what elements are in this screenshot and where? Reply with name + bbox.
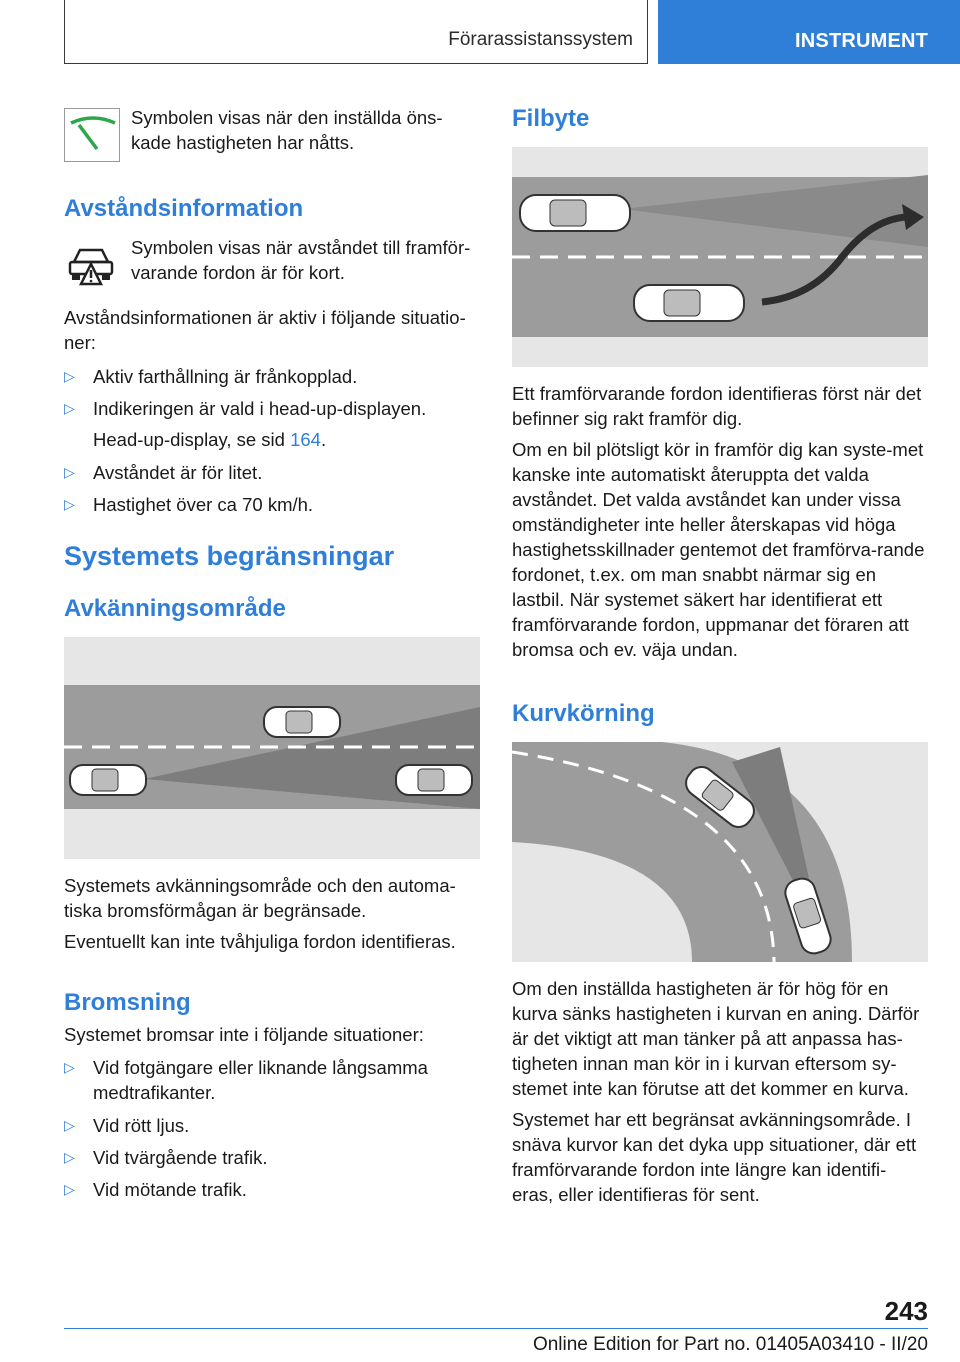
distance-bullet: ▷ Hastighet över ca 70 km/h. bbox=[64, 494, 314, 515]
heading-system-limits: Systemets begränsningar bbox=[64, 541, 395, 571]
curve-text-1: Om den inställda hastigheten är för hög för en kurva sänks hastigheten i kurvan en aning. Därför är det viktigt att man tänker på att anpassa has-tigheten innan man kör in i kurvan eftersom sy-stemet inte kan förutse att det kommer en kurva. bbox=[512, 978, 920, 1099]
distance-bullet: ▷ Avståndet är för litet. bbox=[64, 462, 263, 483]
lane-text-2: Om en bil plötsligt kör in framför dig kan syste-met kanske inte automatiskt återuppta det valda avståndet. Det valda avståndet kan under vissa omständigheter inte heller återskapas vid höga hastighetsskillnader gentemot det framförva-rande fordonet, t.ex. om man snabbt närmar sig en lastbil. När systemet säkert har identifierat ett framförvarande fordon, uppmanar det föraren att bromsa och ev. väja undan. bbox=[512, 439, 925, 660]
heading-braking: Bromsning bbox=[64, 989, 191, 1016]
bullet-triangle-icon: ▷ bbox=[64, 1181, 75, 1197]
heading-lane-change: Filbyte bbox=[512, 105, 590, 132]
range-text-2: Eventuellt kan inte tvåhjuliga fordon identifieras. bbox=[64, 931, 456, 952]
bullet-triangle-icon: ▷ bbox=[64, 400, 75, 416]
bullet-triangle-icon: ▷ bbox=[64, 496, 75, 512]
footer-divider bbox=[64, 1328, 928, 1329]
page-number: 243 bbox=[884, 1296, 928, 1326]
braking-bullet: ▷ Vid mötande trafik. bbox=[64, 1179, 247, 1200]
car-icon bbox=[70, 765, 146, 795]
braking-bullet: ▷ Vid rött ljus. bbox=[64, 1115, 190, 1136]
header-chapter-title: INSTRUMENT bbox=[795, 30, 929, 52]
distance-bullet: ▷ Aktiv farthållning är frånkopplad. bbox=[64, 366, 358, 387]
car-icon bbox=[520, 195, 630, 231]
car-icon bbox=[264, 707, 340, 737]
heading-curve-driving: Kurvkörning bbox=[512, 700, 655, 727]
car-icon bbox=[396, 765, 472, 795]
speed-symbol-description: Symbolen visas när den inställda öns-kade hastigheten har nåtts. bbox=[131, 107, 443, 153]
braking-bullet: ▷ Vid tvärgående trafik. bbox=[64, 1147, 268, 1168]
bullet-triangle-icon: ▷ bbox=[64, 1059, 75, 1075]
heading-detection-range: Avkänningsområde bbox=[64, 595, 286, 622]
page-link-164[interactable]: 164 bbox=[290, 429, 321, 450]
footer-edition: Online Edition for Part no. 01405A03410 - II/20 bbox=[532, 1334, 928, 1355]
header-section-title: Förarassistanssystem bbox=[448, 29, 633, 50]
speed-reached-symbol-icon bbox=[64, 108, 120, 162]
distance-bullet: ▷ Indikeringen är vald i head-up-displayen. bbox=[64, 398, 427, 419]
bullet-triangle-icon: ▷ bbox=[64, 368, 75, 384]
distance-warning-symbol-icon bbox=[66, 240, 116, 290]
lane-text-1: Ett framförvarande fordon identifieras först när det befinner sig rakt framför dig. bbox=[512, 383, 922, 429]
range-text-1: Systemets avkänningsområde och den automa-tiska bromsförmågan är begränsade. bbox=[64, 875, 456, 921]
bullet-triangle-icon: ▷ bbox=[64, 464, 75, 480]
curve-driving-illustration bbox=[512, 742, 928, 962]
header-chapter-tab bbox=[658, 0, 960, 64]
car-icon bbox=[634, 285, 744, 321]
lane-change-illustration bbox=[512, 147, 928, 367]
distance-intro: Avståndsinformationen är aktiv i följande situatio-ner: bbox=[64, 307, 466, 353]
bullet-triangle-icon: ▷ bbox=[64, 1117, 75, 1133]
braking-intro: Systemet bromsar inte i följande situationer: bbox=[64, 1024, 424, 1045]
distance-symbol-description: Symbolen visas när avståndet till framför-varande fordon är för kort. bbox=[131, 237, 471, 283]
detection-range-illustration bbox=[64, 637, 480, 859]
bullet-triangle-icon: ▷ bbox=[64, 1149, 75, 1165]
braking-bullet: ▷ Vid fotgängare eller liknande långsamma medtrafikanter. bbox=[64, 1057, 428, 1103]
curve-text-2: Systemet har ett begränsat avkänningsområde. I snäva kurvor kan det dyka upp situationer, där ett framförvarande fordon inte längre kan identifi-eras, eller identifieras för sent. bbox=[512, 1109, 917, 1205]
header-section-box bbox=[64, 0, 648, 64]
heading-distance-info: Avståndsinformation bbox=[64, 195, 304, 222]
hud-reference: Head-up-display, se sid 164. bbox=[93, 429, 327, 450]
